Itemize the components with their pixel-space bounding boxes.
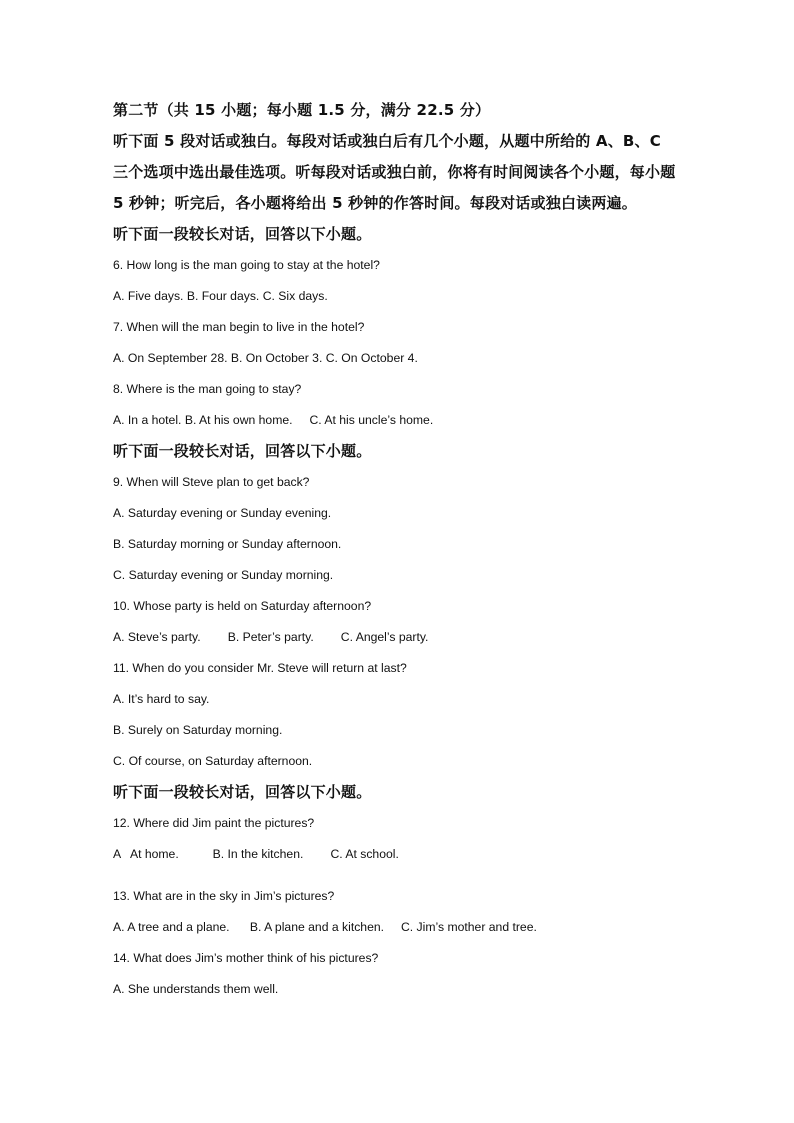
option-line: A. It’s hard to say. <box>113 692 210 706</box>
group-heading: 听下面一段较长对话，回答以下小题。 <box>113 442 372 460</box>
option-line: C. Saturday evening or Sunday morning. <box>113 568 334 582</box>
question-line: 8. Where is the man going to stay? <box>113 382 302 396</box>
question-line: 9. When will Steve plan to get back? <box>113 475 310 489</box>
instruction-line: 三个选项中选出最佳选项。听每段对话或独白前，你将有时间阅读各个小题，每小题 <box>113 163 676 181</box>
option-line: A. On September 28. B. On October 3. C. On October 4. <box>113 351 418 365</box>
option-line: A. A tree and a plane. B. A plane and a kitchen. C. Jim’s mother and tree. <box>113 920 537 934</box>
section-title: 第二节（共 15 小题；每小题 1.5 分，满分 22.5 分） <box>113 101 491 119</box>
option-line: B. Saturday morning or Sunday afternoon. <box>113 537 342 551</box>
option-line: A. In a hotel. B. At his own home. C. At his uncle’s home. <box>113 413 434 427</box>
option-line: A At home. B. In the kitchen. C. At school. <box>113 847 399 861</box>
document-page <box>113 95 713 1005</box>
question-line: 14. What does Jim’s mother think of his pictures? <box>113 951 379 965</box>
option-line: A. Steve’s party. B. Peter’s party. C. Angel’s party. <box>113 630 429 644</box>
question-line: 11. When do you consider Mr. Steve will return at last? <box>113 661 407 675</box>
option-line: A. She understands them well. <box>113 982 279 996</box>
instruction-line: 听下面 5 段对话或独白。每段对话或独白后有几个小题，从题中所给的 A、B、C <box>113 132 661 150</box>
question-line: 10. Whose party is held on Saturday afternoon? <box>113 599 372 613</box>
option-line: B. Surely on Saturday morning. <box>113 723 283 737</box>
option-line: C. Of course, on Saturday afternoon. <box>113 754 313 768</box>
question-line: 12. Where did Jim paint the pictures? <box>113 816 315 830</box>
option-line: A. Five days. B. Four days. C. Six days. <box>113 289 328 303</box>
instruction-line: 5 秒钟；听完后，各小题将给出 5 秒钟的作答时间。每段对话或独白读两遍。 <box>113 194 637 212</box>
option-line: A. Saturday evening or Sunday evening. <box>113 506 332 520</box>
group-heading: 听下面一段较长对话，回答以下小题。 <box>113 225 372 243</box>
group-heading: 听下面一段较长对话，回答以下小题。 <box>113 783 372 801</box>
question-line: 7. When will the man begin to live in the hotel? <box>113 320 365 334</box>
spacer <box>113 870 713 881</box>
question-line: 6. How long is the man going to stay at the hotel? <box>113 258 380 272</box>
question-line: 13. What are in the sky in Jim’s pictures? <box>113 889 335 903</box>
